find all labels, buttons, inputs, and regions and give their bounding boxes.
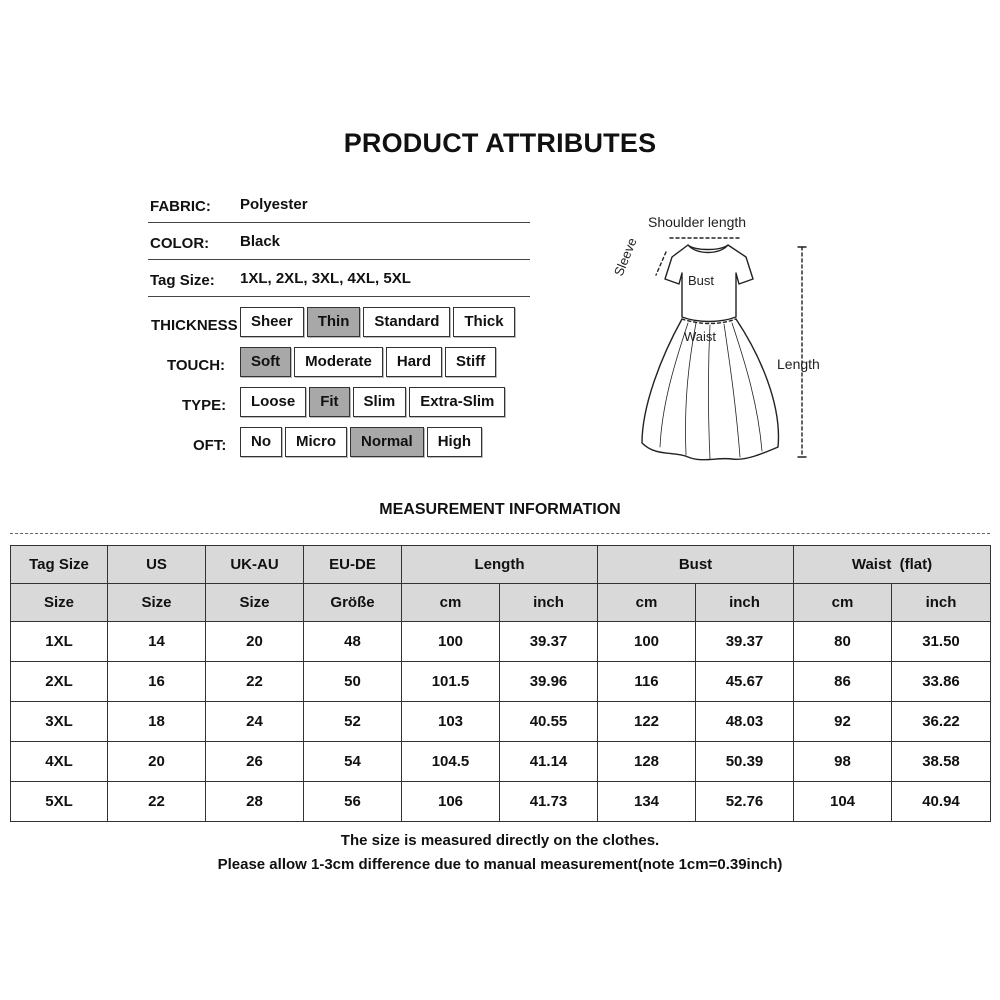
table-cell: 101.5 (402, 662, 500, 702)
waist-label: Waist (684, 329, 717, 344)
table-cell: 122 (598, 702, 696, 742)
table-cell: 40.94 (892, 782, 991, 822)
table-cell: 31.50 (892, 622, 991, 662)
table-cell: 50.39 (696, 742, 794, 782)
attr-tag-size-row (148, 260, 530, 297)
table-cell: 3XL (11, 702, 108, 742)
table-cell: 103 (402, 702, 500, 742)
attr-fabric-row (148, 186, 530, 223)
oft-label: OFT: (193, 437, 227, 454)
option-chip-stiff[interactable]: Stiff (445, 347, 496, 377)
attr-tag-size-value: 1XL, 2XL, 3XL, 4XL, 5XL (240, 270, 411, 287)
table-row (11, 662, 991, 702)
table-cell: 41.14 (500, 742, 598, 782)
option-chip-normal[interactable]: Normal (350, 427, 424, 457)
table-cell: 56 (304, 782, 402, 822)
subheader-cell: inch (500, 584, 598, 622)
subheader-cell: cm (794, 584, 892, 622)
option-chip-soft[interactable]: Soft (240, 347, 291, 377)
option-chip-thin[interactable]: Thin (307, 307, 361, 337)
table-cell: 45.67 (696, 662, 794, 702)
table-cell: 4XL (11, 742, 108, 782)
thickness-label: THICKNESS (151, 317, 238, 334)
subheader-cell: inch (696, 584, 794, 622)
thickness-options (240, 307, 515, 337)
table-cell: 52 (304, 702, 402, 742)
option-chip-slim[interactable]: Slim (353, 387, 407, 417)
table-cell: 104.5 (402, 742, 500, 782)
table-cell: 39.37 (500, 622, 598, 662)
table-cell: 80 (794, 622, 892, 662)
table-cell: 39.37 (696, 622, 794, 662)
length-label: Length (777, 356, 820, 372)
table-cell: 52.76 (696, 782, 794, 822)
option-chip-fit[interactable]: Fit (309, 387, 349, 417)
table-row (11, 622, 991, 662)
table-cell: 16 (108, 662, 206, 702)
table-cell: 22 (206, 662, 304, 702)
table-cell: 36.22 (892, 702, 991, 742)
option-chip-no[interactable]: No (240, 427, 282, 457)
table-cell: 33.86 (892, 662, 991, 702)
sleeve-label: Sleeve (610, 235, 640, 279)
table-header-row-1 (11, 546, 991, 584)
header-cell: Waist (flat) (794, 546, 991, 584)
header-cell: Tag Size (11, 546, 108, 584)
table-cell: 128 (598, 742, 696, 782)
dotted-divider (10, 533, 990, 534)
table-cell: 5XL (11, 782, 108, 822)
table-cell: 48.03 (696, 702, 794, 742)
header-cell: Bust (598, 546, 794, 584)
bust-label: Bust (688, 273, 715, 288)
attr-fabric-value: Polyester (240, 196, 308, 213)
table-cell: 104 (794, 782, 892, 822)
table-cell: 54 (304, 742, 402, 782)
measurement-title: MEASUREMENT INFORMATION (379, 501, 621, 518)
table-cell: 100 (402, 622, 500, 662)
subheader-cell: cm (402, 584, 500, 622)
table-header-row-2 (11, 584, 991, 622)
table-cell: 20 (206, 622, 304, 662)
neckline (688, 245, 728, 253)
table-row (11, 742, 991, 782)
dress-diagram (600, 205, 860, 475)
table-cell: 98 (794, 742, 892, 782)
table-cell: 106 (402, 782, 500, 822)
note-line-1: The size is measured directly on the clothes. (340, 832, 660, 849)
option-chip-thick[interactable]: Thick (453, 307, 514, 337)
table-cell: 50 (304, 662, 402, 702)
table-cell: 40.55 (500, 702, 598, 742)
attr-color-row (148, 223, 530, 260)
option-chip-standard[interactable]: Standard (363, 307, 450, 337)
touch-label: TOUCH: (167, 357, 226, 374)
table-cell: 48 (304, 622, 402, 662)
table-cell: 14 (108, 622, 206, 662)
attr-tag-size-label: Tag Size: (150, 272, 215, 289)
sleeve-measure-line (656, 252, 666, 275)
table-cell: 22 (108, 782, 206, 822)
subheader-cell: Größe (304, 584, 402, 622)
option-chip-sheer[interactable]: Sheer (240, 307, 304, 337)
table-cell: 28 (206, 782, 304, 822)
table-cell: 92 (794, 702, 892, 742)
table-cell: 134 (598, 782, 696, 822)
table-cell: 24 (206, 702, 304, 742)
option-chip-high[interactable]: High (427, 427, 482, 457)
oft-options (240, 427, 482, 457)
table-cell: 38.58 (892, 742, 991, 782)
subheader-cell: cm (598, 584, 696, 622)
shoulder-length-label: Shoulder length (648, 214, 747, 230)
table-cell: 20 (108, 742, 206, 782)
option-chip-micro[interactable]: Micro (285, 427, 347, 457)
header-cell: Length (402, 546, 598, 584)
table-cell: 18 (108, 702, 206, 742)
option-chip-hard[interactable]: Hard (386, 347, 442, 377)
header-cell: US (108, 546, 206, 584)
table-cell: 1XL (11, 622, 108, 662)
table-cell: 100 (598, 622, 696, 662)
touch-options (240, 347, 496, 377)
note-line-2: Please allow 1-3cm difference due to manual measurement(note 1cm=0.39inch) (217, 856, 783, 873)
attr-color-value: Black (240, 233, 281, 250)
table-cell: 39.96 (500, 662, 598, 702)
option-chip-extra-slim[interactable]: Extra-Slim (409, 387, 505, 417)
option-chip-moderate[interactable]: Moderate (294, 347, 383, 377)
table-row (11, 782, 991, 822)
table-cell: 86 (794, 662, 892, 702)
table-cell: 116 (598, 662, 696, 702)
table-cell: 26 (206, 742, 304, 782)
table-cell: 2XL (11, 662, 108, 702)
header-cell: EU-DE (304, 546, 402, 584)
page-title: PRODUCT ATTRIBUTES (343, 128, 657, 158)
header-cell: UK-AU (206, 546, 304, 584)
type-label: TYPE: (182, 397, 227, 414)
subheader-cell: Size (206, 584, 304, 622)
attr-color-label: COLOR: (150, 235, 210, 252)
type-options (240, 387, 505, 417)
subheader-cell: Size (11, 584, 108, 622)
subheader-cell: inch (892, 584, 991, 622)
option-chip-loose[interactable]: Loose (240, 387, 306, 417)
attr-fabric-label: FABRIC: (150, 198, 211, 215)
measurement-table (10, 545, 991, 822)
table-row (11, 702, 991, 742)
subheader-cell: Size (108, 584, 206, 622)
table-cell: 41.73 (500, 782, 598, 822)
table-body (11, 622, 991, 822)
